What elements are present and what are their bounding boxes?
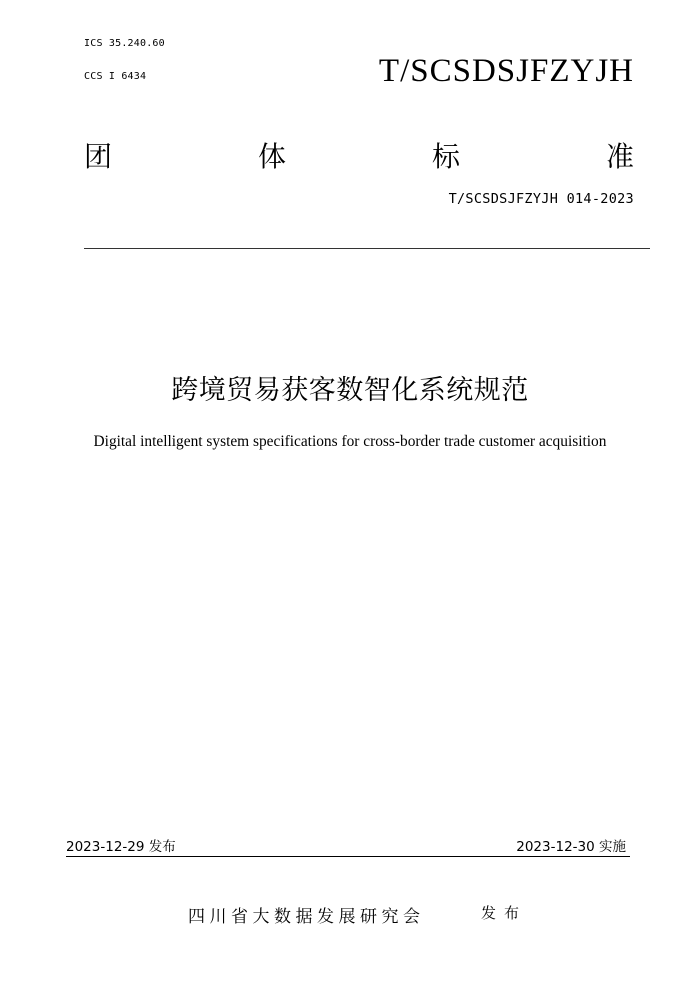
header-divider [84,248,650,249]
standard-number: T/SCSDSJFZYJH 014-2023 [448,191,634,207]
ccs-code: CCS I 6434 [84,71,147,82]
standard-type-char: 体 [257,140,286,173]
document-title-chinese: 跨境贸易获客数智化系统规范 [171,375,529,406]
document-title-english: Digital intelligent system specifications for cross-border trade customer acquisition [93,433,607,450]
footer-divider [66,856,630,857]
standard-type-char: 团 [84,140,113,173]
standard-type-char: 准 [605,140,634,173]
standard-type-heading [84,135,634,175]
publisher-name: 四川省大数据发展研究会 [188,907,425,927]
ics-code: ICS 35.240.60 [84,38,165,49]
publish-label: 发布 [481,904,528,922]
implementation-date: 2023-12-30 实施 [516,839,626,855]
organization-code: T/SCSDSJFZYJH [378,53,634,89]
standard-type-char: 标 [431,140,460,173]
issue-date: 2023-12-29 发布 [66,839,176,855]
